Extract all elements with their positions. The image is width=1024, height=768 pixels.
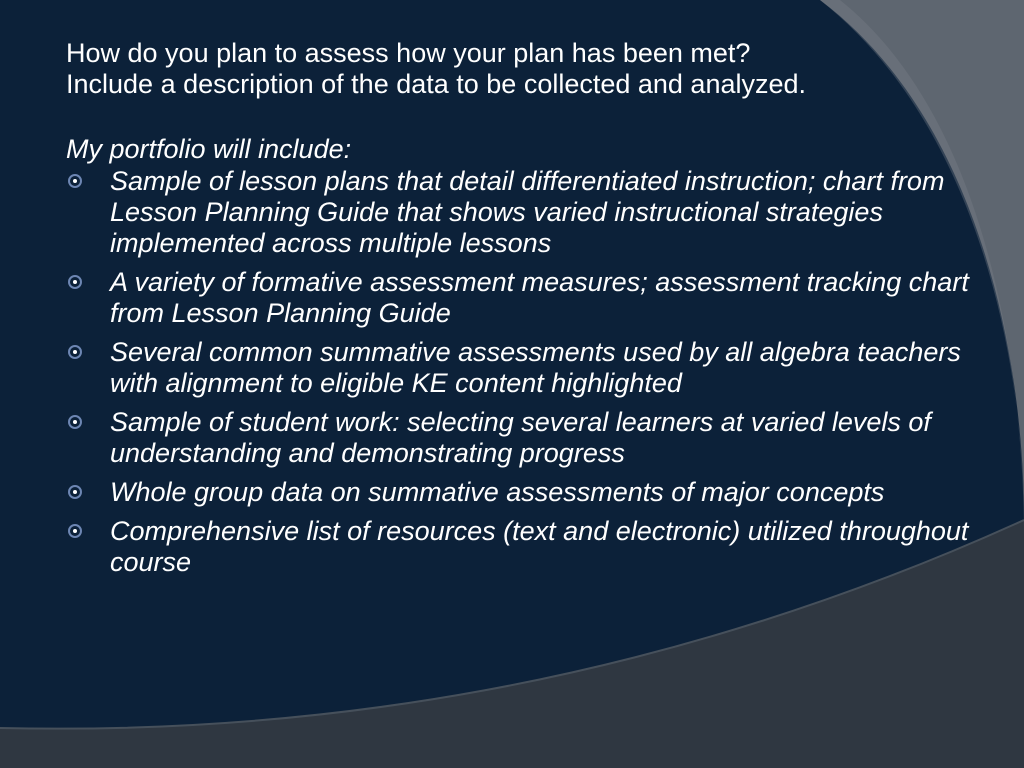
bullet-text: Comprehensive list of resources (text and electronic) utilized throughout course: [110, 516, 969, 577]
circle-bullet-icon: [68, 345, 82, 359]
circle-bullet-icon: [68, 415, 82, 429]
bullet-item-resources: [66, 516, 996, 578]
circle-bullet-icon: [68, 275, 82, 289]
bullet-item-group-data: [66, 477, 996, 508]
circle-bullet-icon: [68, 524, 82, 538]
portfolio-heading: My portfolio will include:: [66, 134, 352, 164]
bullet-item-formative-assessment: [66, 267, 996, 329]
slide-content: [66, 38, 996, 586]
circle-bullet-icon: [68, 485, 82, 499]
bullet-text: Sample of lesson plans that detail differentiated instruction; chart from Lesson Planning Guide that shows varied instructional strategies implemented across multiple lessons: [110, 166, 945, 258]
circle-bullet-icon: [68, 174, 82, 188]
bullet-text: Whole group data on summative assessments of major concepts: [110, 477, 885, 507]
portfolio-bullet-list: [66, 166, 996, 578]
bullet-text: Sample of student work: selecting several learners at varied levels of understanding and demonstrating progress: [110, 407, 931, 468]
bullet-text: Several common summative assessments used by all algebra teachers with alignment to eligible KE content highlighted: [110, 337, 961, 398]
bullet-item-summative-assessments: [66, 337, 996, 399]
bullet-item-lesson-plans: [66, 166, 996, 259]
bullet-item-student-work: [66, 407, 996, 469]
bullet-text: A variety of formative assessment measures; assessment tracking chart from Lesson Planning Guide: [110, 267, 969, 328]
intro-question-line-1: How do you plan to assess how your plan has been met?: [66, 38, 751, 68]
intro-question-line-2: Include a description of the data to be collected and analyzed.: [66, 69, 807, 99]
